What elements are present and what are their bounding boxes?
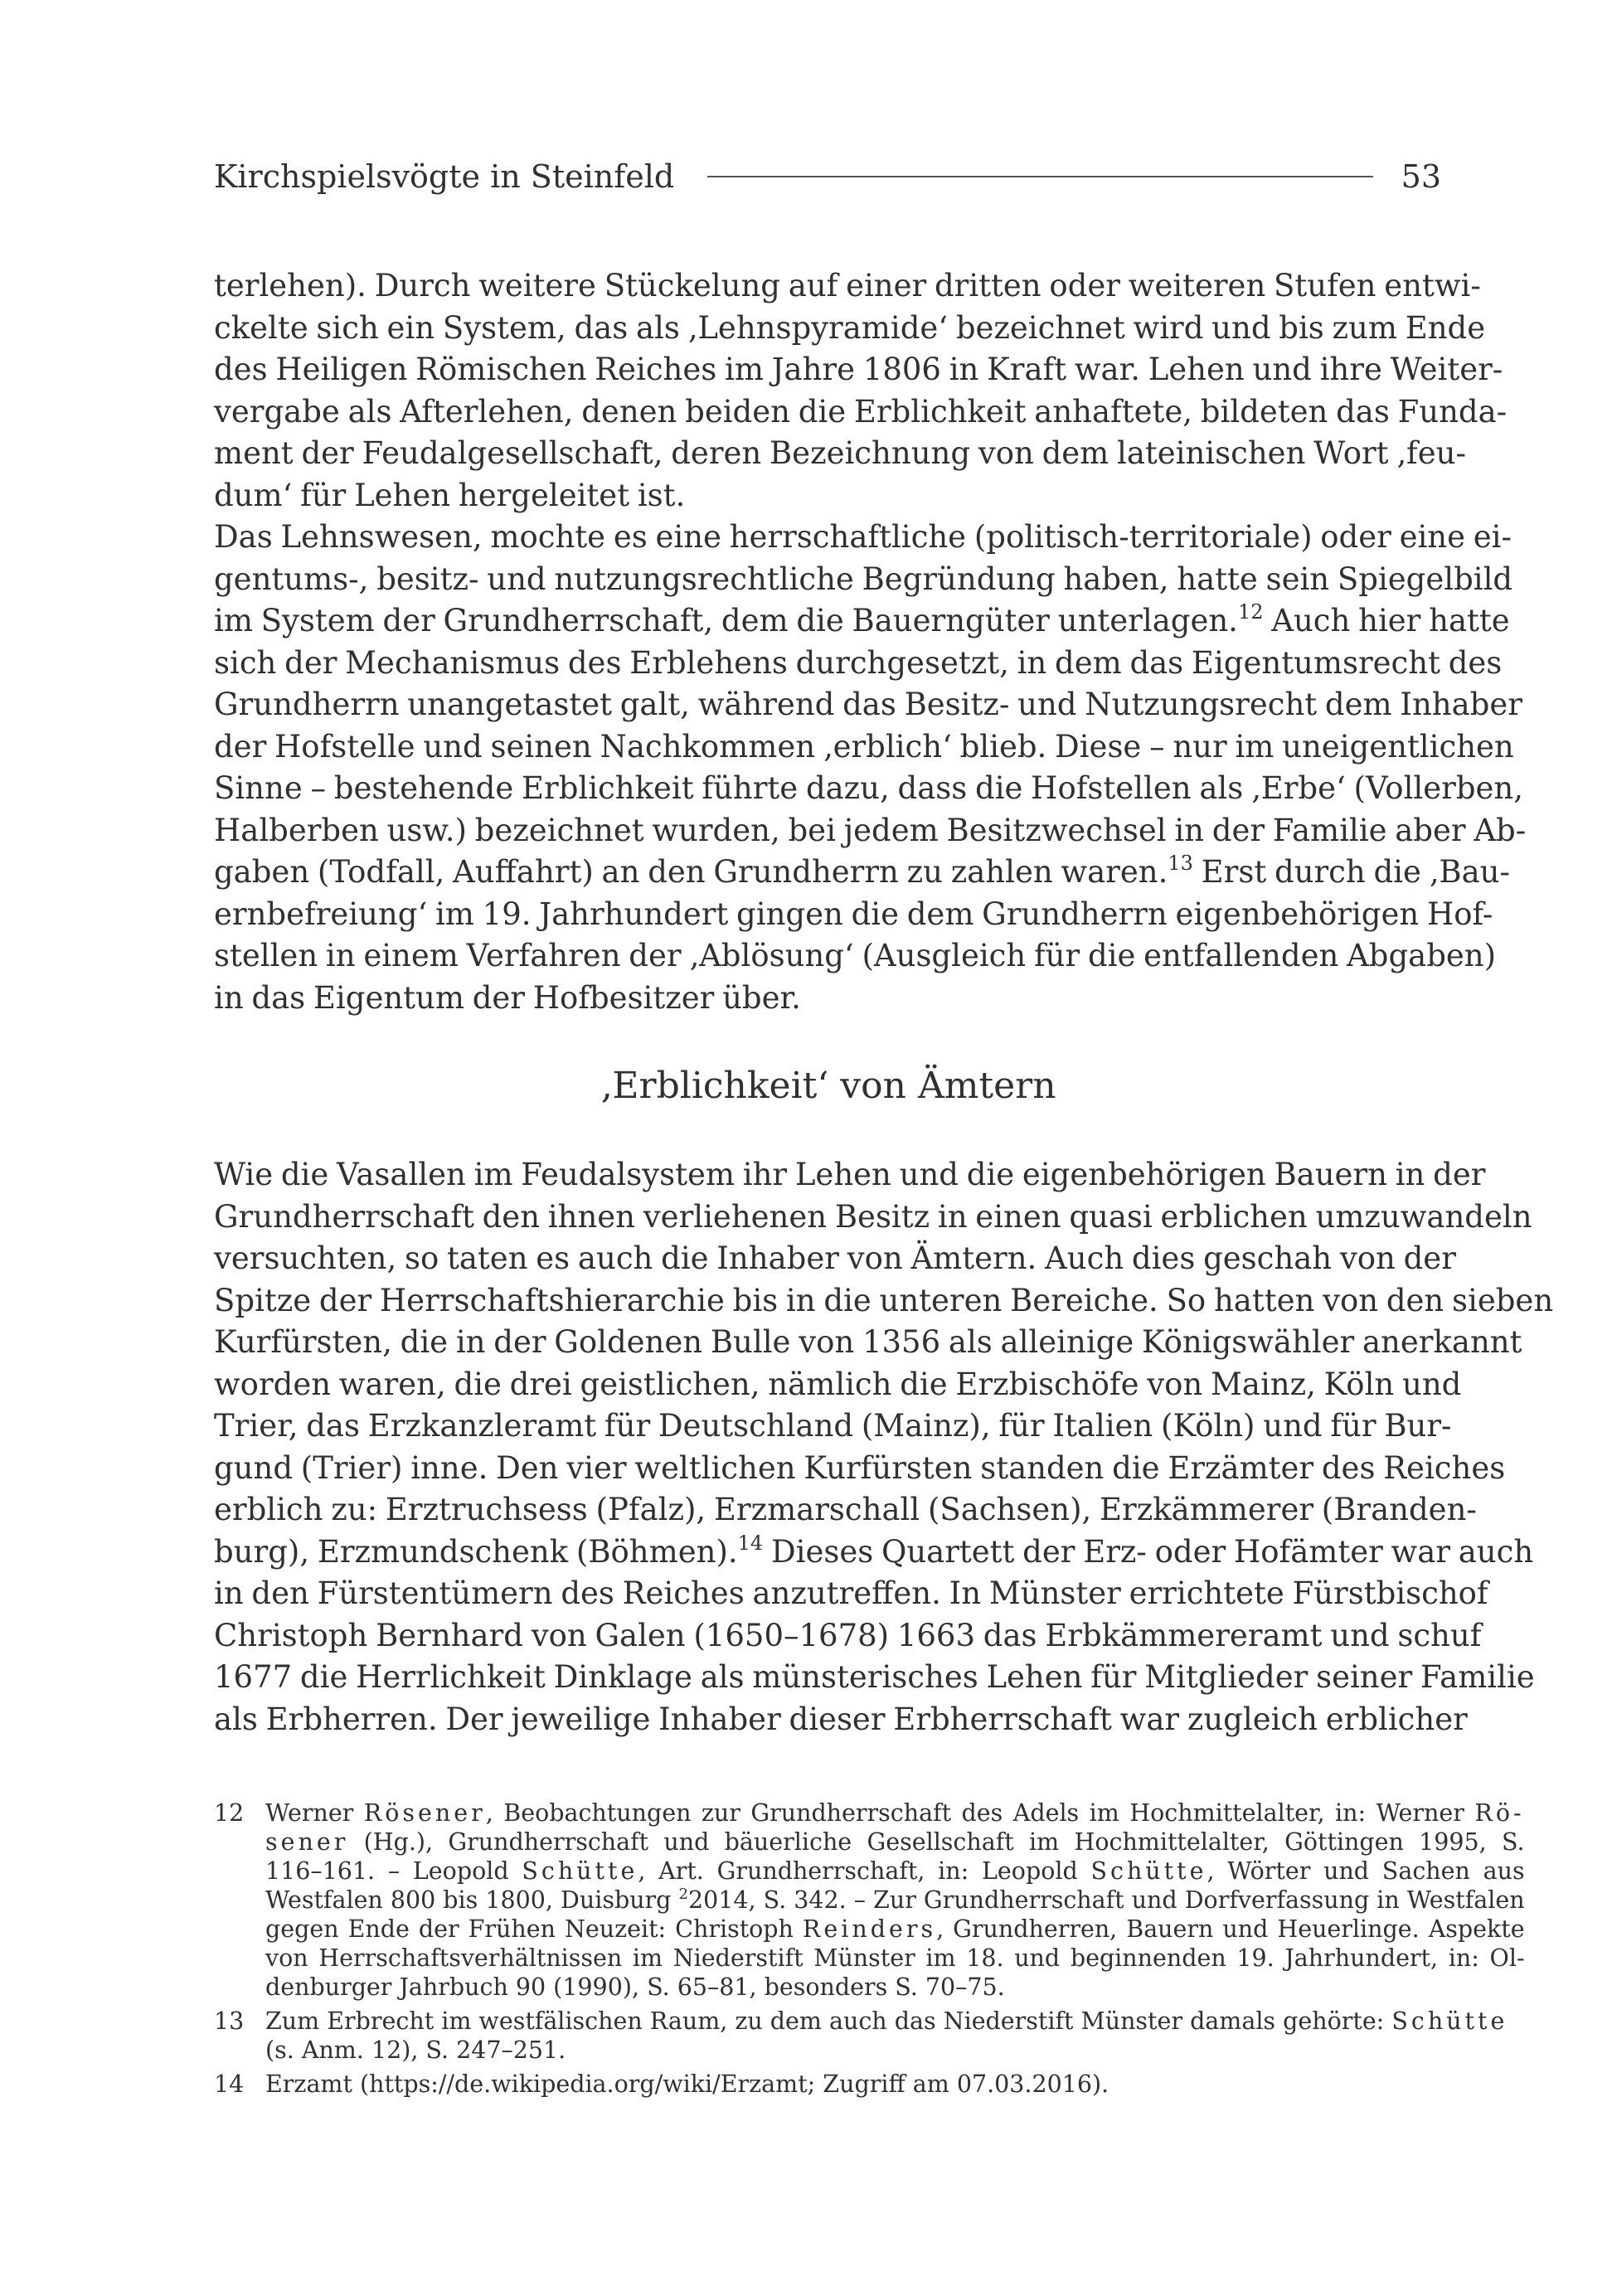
footnote-text bbox=[265, 1798, 1525, 2002]
author-name: Schütte bbox=[1391, 2007, 1508, 2035]
footnote-number: 12 bbox=[214, 1799, 245, 1827]
footnote-number: 13 bbox=[214, 2007, 245, 2035]
footnote-line bbox=[265, 2007, 1508, 2036]
footnote-text bbox=[265, 2070, 1443, 2099]
footnotes bbox=[214, 1798, 1525, 2104]
text-line: in den Fürstentümern des Reiches anzutreffen. In Münster errichtete Fürstbischof bbox=[214, 1575, 1488, 1611]
text-fragment: im System der Grundherrschaft, dem die Bauerngüter unterlagen. bbox=[214, 603, 1238, 638]
text-fragment: Werner bbox=[265, 1799, 364, 1827]
footnote-13 bbox=[214, 2007, 1508, 2065]
footnote-12 bbox=[214, 1798, 1525, 2002]
footnote-text bbox=[265, 2007, 1508, 2065]
text-line: stellen in einem Verfahren der ‚Ablösung‘ (Ausgleich für die entfallenden Abgaben) bbox=[214, 938, 1497, 973]
text-line: Sinne – bestehende Erblichkeit führte dazu, dass die Hofstellen als ‚Erbe‘ (Vollerben, bbox=[214, 770, 1523, 806]
edition-superscript: 2 bbox=[678, 1886, 688, 1903]
text-line: des Heiligen Römischen Reiches im Jahre 1806 in Kraft war. Lehen und ihre Weiter- bbox=[214, 352, 1503, 387]
footnote-ref-14[interactable]: 14 bbox=[737, 1531, 764, 1555]
text-line: Trier, das Erzkanzleramt für Deutschland (Mainz), für Italien (Köln) und für Bur- bbox=[214, 1408, 1452, 1444]
text-line: gund (Trier) inne. Den vier weltlichen Kurfürsten standen die Erzämter des Reiches bbox=[214, 1449, 1506, 1486]
text-line: Wie die Vasallen im Feudalsystem ihr Lehen und die eigenbehörigen Bauern in der bbox=[214, 1157, 1486, 1192]
text-line: ment der Feudalgesellschaft, deren Bezeichnung von dem lateinischen Wort ‚feu- bbox=[214, 435, 1466, 471]
author-name: Schütte bbox=[522, 1857, 638, 1885]
text-line: erblich zu: Erztruchsess (Pfalz), Erzmarschall (Sachsen), Erzkämmerer (Branden- bbox=[214, 1492, 1477, 1527]
text-line: Halberben usw.) bezeichnet wurden, bei jedem Besitzwechsel in der Familie aber Ab- bbox=[214, 812, 1527, 848]
text-fragment: , Wörter und Sachen aus bbox=[1207, 1857, 1525, 1885]
text-line: als Erbherren. Der jeweilige Inhaber dieser Erbherrschaft war zugleich erblicher bbox=[214, 1701, 1468, 1737]
text-fragment: Erst durch die ‚Bau- bbox=[1192, 854, 1510, 890]
footnote-line: von Herrschaftsverhältnissen im Niederstift Münster im 18. und beginnenden 19. Jahrhundert, in: Ol- bbox=[265, 1944, 1525, 1972]
running-head bbox=[214, 153, 1441, 200]
footnote-line: denburger Jahrbuch 90 (1990), S. 65–81, besonders S. 70–75. bbox=[265, 1973, 1005, 2001]
text-line: Grundherrn unangetastet galt, während das Besitz- und Nutzungsrecht dem Inhaber bbox=[214, 687, 1522, 722]
page-number: 53 bbox=[1401, 158, 1441, 195]
text-fragment: , Beobachtungen zur Grundherrschaft des Adels im Hochmittelalter, in: Werner bbox=[485, 1799, 1475, 1827]
text-line: 1677 die Herrlichkeit Dinklage als münsterisches Lehen für Mitglieder seiner Familie bbox=[214, 1659, 1535, 1695]
text-fragment: (Hg.), Grundherrschaft und bäuerliche Gesellschaft im Hochmittelalter, Göttingen 1995, S. bbox=[348, 1828, 1525, 1856]
text-line: in das Eigentum der Hofbesitzer über. bbox=[214, 979, 801, 1016]
text-line: ernbefreiung‘ im 19. Jahrhundert gingen die dem Grundherrn eigenbehörigen Hof- bbox=[214, 896, 1493, 932]
footnote-ref-13[interactable]: 13 bbox=[1168, 852, 1193, 875]
footnote-line bbox=[265, 1915, 1525, 1944]
body-text-section-1 bbox=[214, 265, 1527, 1019]
footnote-line bbox=[265, 1857, 1525, 1886]
body-text-section-2 bbox=[214, 1154, 1554, 1740]
footnote-line bbox=[265, 1886, 1525, 1915]
footnote-line bbox=[265, 1828, 1525, 1857]
text-line: Grundherrschaft den ihnen verliehenen Besitz in einen quasi erblichen umzuwandeln bbox=[214, 1198, 1532, 1235]
text-fragment: Auch hier hatte bbox=[1263, 603, 1510, 638]
text-line: gentums-, besitz- und nutzungsrechtliche Begründung haben, hatte sein Spiegelbild bbox=[214, 561, 1513, 597]
footnote-14 bbox=[214, 2070, 1443, 2099]
text-fragment: Dieses Quartett der Erz- oder Hofämter war auch bbox=[763, 1533, 1534, 1570]
text-line: Das Lehnswesen, mochte es eine herrschaftliche (politisch-territoriale) oder eine ei- bbox=[214, 519, 1512, 555]
text-line: ckelte sich ein System, das als ‚Lehnspyramide‘ bezeichnet wird und bis zum Ende bbox=[214, 309, 1486, 346]
text-line: worden waren, die drei geistlichen, nämlich die Erzbischöfe von Mainz, Köln und bbox=[214, 1366, 1462, 1402]
text-fragment: , Grundherren, Bauern und Heuerlinge. Aspekte bbox=[936, 1915, 1525, 1943]
text-fragment: gaben (Todfall, Auffahrt) an den Grundherrn zu zahlen waren. bbox=[214, 854, 1168, 890]
text-line bbox=[214, 852, 1510, 894]
text-fragment: Zum Erbrecht im westfälischen Raum, zu dem auch das Niederstift Münster damals gehörte: bbox=[265, 2007, 1392, 2035]
text-line: terlehen). Durch weitere Stückelung auf einer dritten oder weiteren Stufen entwi- bbox=[214, 268, 1481, 303]
header-rule bbox=[707, 176, 1372, 177]
text-line: Kurfürsten, die in der Goldenen Bulle von 1356 als alleinige Königswähler anerkannt bbox=[214, 1324, 1522, 1360]
text-line: vergabe als Afterlehen, denen beiden die Erblichkeit anhaftete, bildeten das Funda- bbox=[214, 393, 1508, 430]
text-line: sich der Mechanismus des Erblehens durchgesetzt, in dem das Eigentumsrecht des bbox=[214, 644, 1503, 681]
text-line bbox=[214, 1531, 1534, 1574]
text-fragment: 2014, S. 342. – Zur Grundherrschaft und Dorfverfassung in Westfalen bbox=[687, 1886, 1525, 1914]
text-fragment: gegen Ende der Frühen Neuzeit: Christoph bbox=[265, 1915, 803, 1943]
text-fragment: Westfalen 800 bis 1800, Duisburg bbox=[265, 1886, 679, 1914]
text-fragment: 116–161. – Leopold bbox=[265, 1857, 522, 1885]
text-line: Spitze der Herrschaftshierarchie bis in die unteren Bereiche. So hatten von den sieben bbox=[214, 1282, 1554, 1318]
author-name: sener bbox=[265, 1828, 349, 1856]
text-line: der Hofstelle und seinen Nachkommen ‚erblich‘ blieb. Diese – nur im uneigentlichen bbox=[214, 728, 1514, 765]
footnote-line: (s. Anm. 12), S. 247–251. bbox=[265, 2036, 566, 2064]
author-name: Reinders bbox=[802, 1915, 937, 1943]
author-name: Rösener bbox=[363, 1799, 486, 1827]
footnote-line[interactable]: Erzamt (https://de.wikipedia.org/wiki/Erzamt; Zugriff am 07.03.2016). bbox=[265, 2070, 1109, 2098]
text-line: Christoph Bernhard von Galen (1650–1678) 1663 das Erbkämmereramt und schuf bbox=[214, 1617, 1482, 1653]
author-name: Schütte bbox=[1090, 1857, 1207, 1885]
text-line: dum‘ für Lehen hergeleitet ist. bbox=[214, 477, 686, 513]
running-title: Kirchspielsvögte in Steinfeld bbox=[214, 158, 675, 195]
text-fragment: burg), Erzmundschenk (Böhmen). bbox=[214, 1533, 738, 1570]
text-fragment: , Art. Grundherrschaft, in: Leopold bbox=[638, 1857, 1091, 1885]
author-name: Rö- bbox=[1474, 1799, 1525, 1827]
text-line: versuchten, so taten es auch die Inhaber von Ämtern. Auch dies geschah von der bbox=[214, 1240, 1456, 1276]
footnote-line bbox=[265, 1798, 1525, 1828]
text-line bbox=[214, 600, 1510, 643]
section-heading: ‚Erblichkeit‘ von Ämtern bbox=[600, 1065, 1056, 1107]
footnote-number: 14 bbox=[214, 2070, 245, 2098]
footnote-ref-12[interactable]: 12 bbox=[1237, 600, 1264, 624]
